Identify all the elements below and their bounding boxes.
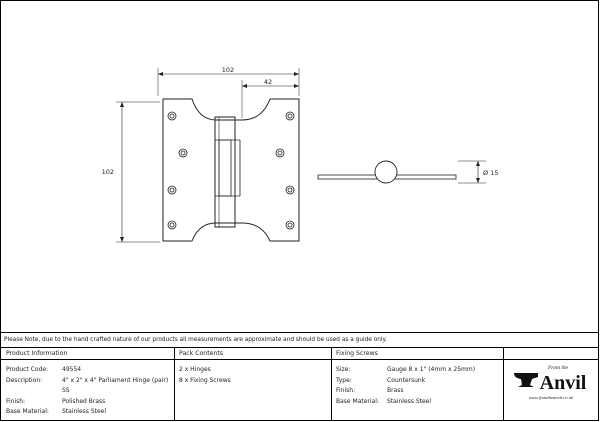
diameter-dim: Ø 15 xyxy=(483,169,499,177)
divider-col-3 xyxy=(503,347,504,421)
half-width-dim: 42 xyxy=(263,78,273,86)
width-dim: 102 xyxy=(221,66,235,74)
anvil-icon xyxy=(514,373,538,387)
screw-material-value: Stainless Steel xyxy=(387,398,432,405)
base-material-label: Base Material: xyxy=(6,408,49,415)
description-value: 4" x 2" x 4" Parliament Hinge (pair) xyxy=(62,377,169,384)
product-info-heading: Product Information xyxy=(6,350,68,357)
divider-col-1 xyxy=(174,347,175,421)
screw-type-label: Type: xyxy=(336,377,352,384)
logo-from-the: From the xyxy=(547,365,569,371)
logo-brand: Anvil xyxy=(539,372,587,394)
product-code-label: Product Code: xyxy=(6,366,49,373)
screw-finish-value: Brass xyxy=(387,387,404,394)
logo-url: www.fromtheanvil.co.uk xyxy=(528,395,574,400)
pack-contents-heading: Pack Contents xyxy=(179,350,224,357)
from-the-anvil-logo xyxy=(508,361,594,411)
disclaimer-note: Please Note, due to the hand crafted nature of our products all measurements are approximate and should be used as a guide only. xyxy=(4,337,387,343)
divider-headings xyxy=(0,359,599,360)
screw-size-label: Size: xyxy=(336,366,351,373)
finish-label: Finish: xyxy=(6,398,26,405)
divider-top xyxy=(0,332,599,333)
screw-type-value: Countersunk xyxy=(387,377,426,384)
product-code-value: 49554 xyxy=(62,366,82,373)
fixing-screws-heading: Fixing Screws xyxy=(336,350,378,357)
pack-item: 2 x Hinges xyxy=(179,366,211,373)
description-label: Description: xyxy=(6,377,43,384)
divider-col-2 xyxy=(331,347,332,421)
divider-note xyxy=(0,347,599,348)
screw-holes-right xyxy=(276,112,294,229)
screw-finish-label: Finish: xyxy=(336,387,356,394)
screw-holes-left xyxy=(168,112,187,229)
pack-item: 8 x Fixing Screws xyxy=(179,377,231,384)
screw-size-value: Gauge 8 x 1" (4mm x 25mm) xyxy=(387,366,476,373)
hinge-knuckle xyxy=(215,117,235,227)
description-value-cont: SS xyxy=(62,387,70,394)
screw-material-label: Base Material: xyxy=(336,398,379,405)
height-dim: 102 xyxy=(101,168,114,176)
finish-value: Polished Brass xyxy=(62,398,106,405)
base-material-value: Stainless Steel xyxy=(62,408,107,415)
side-view-knuckle xyxy=(375,161,397,183)
